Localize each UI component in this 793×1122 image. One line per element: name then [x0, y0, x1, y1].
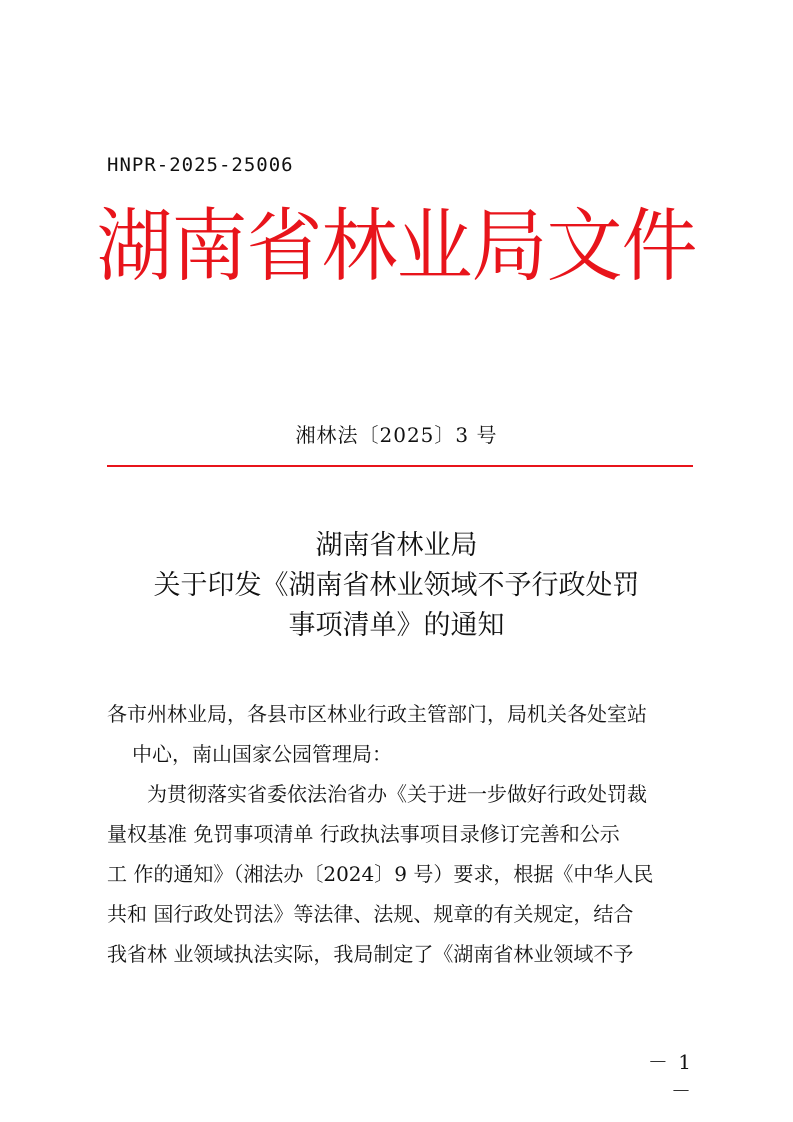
body-line-4: 共和 国行政处罚法》等法律、法规、规章的有关规定，结合 [107, 902, 634, 926]
notice-body [107, 694, 693, 974]
body-line-3: 工 作的通知》（湘法办〔2024〕9 号）要求，根据《中华人民 [107, 862, 654, 886]
body-line-1: 为贯彻落实省委依法治省办《关于进一步做好行政处罚裁 [147, 782, 647, 806]
body-line-2: 量权基准 免罚事项清单 行政执法事项目录修订完善和公示 [107, 822, 620, 846]
page-number: － 1 － [647, 1050, 693, 1103]
addressee-line-2: 中心，南山国家公园管理局： [132, 742, 392, 766]
addressee-line-1: 各市州林业局，各县市区林业行政主管部门，局机关各处室站 [107, 702, 647, 726]
notice-title [0, 526, 793, 646]
file-number: 湘林法〔2025〕3 号 [295, 423, 498, 447]
masthead-title: 湖南省林业局文件 [96, 198, 697, 293]
red-divider-line [107, 465, 693, 467]
title-line-1: 湖南省林业局 [315, 530, 478, 561]
document-code: HNPR-2025-25006 [107, 154, 294, 176]
body-line-5: 我省林 业领域执法实际，我局制定了《湖南省林业领域不予 [107, 942, 634, 966]
title-line-3: 事项清单》的通知 [288, 610, 505, 641]
title-line-2: 关于印发《湖南省林业领域不予行政处罚 [153, 570, 640, 601]
